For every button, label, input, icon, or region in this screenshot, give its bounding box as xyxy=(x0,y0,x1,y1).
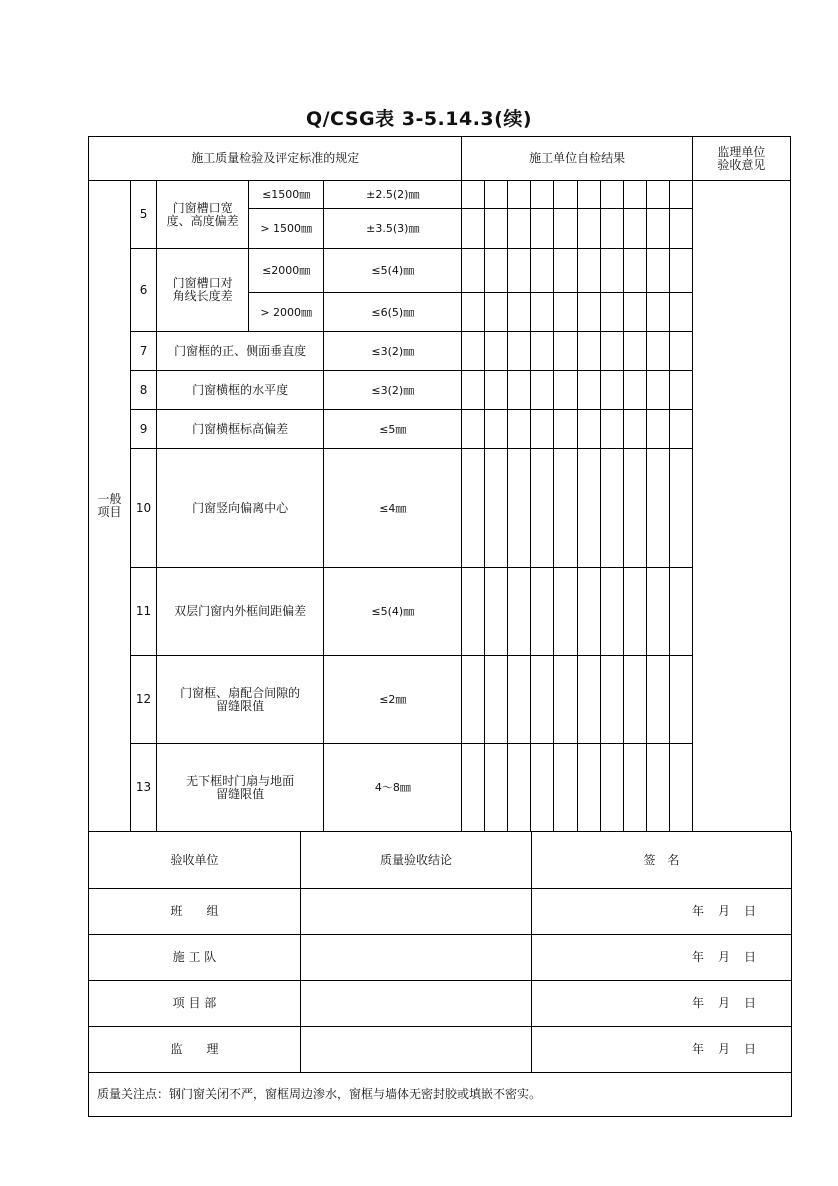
self-check-cell[interactable] xyxy=(623,371,646,410)
self-check-cell[interactable] xyxy=(485,449,508,568)
self-check-cell[interactable] xyxy=(669,410,692,449)
self-check-cell[interactable] xyxy=(600,568,623,656)
self-check-cell[interactable] xyxy=(554,293,577,332)
self-check-cell[interactable] xyxy=(669,181,692,209)
self-check-cell[interactable] xyxy=(600,744,623,832)
self-check-cell[interactable] xyxy=(600,209,623,249)
date-day-label: 日 xyxy=(743,904,756,918)
self-check-cell[interactable] xyxy=(669,293,692,332)
self-check-cell[interactable] xyxy=(554,249,577,293)
date-year-label: 年 xyxy=(691,950,704,964)
self-check-cell[interactable] xyxy=(531,568,554,656)
acceptance-unit: 施 工 队 xyxy=(89,935,301,981)
item-number: 8 xyxy=(131,371,157,410)
item-number: 11 xyxy=(131,568,157,656)
self-check-cell[interactable] xyxy=(669,332,692,371)
self-check-cell[interactable] xyxy=(531,332,554,371)
table-row xyxy=(89,656,791,744)
item-name xyxy=(157,449,324,568)
self-check-cell[interactable] xyxy=(669,371,692,410)
self-check-cell[interactable] xyxy=(485,568,508,656)
date-month-label: 月 xyxy=(717,950,730,964)
acceptance-conclusion-cell[interactable] xyxy=(301,935,532,981)
item-condition: ≤1500㎜ xyxy=(249,181,324,209)
self-check-cell[interactable] xyxy=(623,744,646,832)
category-label-line1: 一般 xyxy=(97,492,122,506)
supervisor-opinion-cell[interactable] xyxy=(692,181,790,832)
self-check-cell[interactable] xyxy=(462,744,485,832)
document-title: Q/CSG表 3-5.14.3(续) xyxy=(305,108,533,130)
self-check-cell[interactable] xyxy=(508,209,531,249)
self-check-cell[interactable] xyxy=(577,181,600,209)
self-check-cell[interactable] xyxy=(646,568,669,656)
self-check-cell[interactable] xyxy=(600,249,623,293)
table-row xyxy=(89,568,791,656)
item-condition: > 1500㎜ xyxy=(249,209,324,249)
acceptance-sign-header: 签 名 xyxy=(532,832,792,889)
item-standard-value: ≤5(4)㎜ xyxy=(324,568,462,656)
self-check-cell[interactable] xyxy=(646,449,669,568)
self-check-cell[interactable] xyxy=(600,181,623,209)
date-day-label: 日 xyxy=(743,996,756,1010)
item-name-line1: 门窗横框标高偏差 xyxy=(192,421,289,436)
self-check-cell[interactable] xyxy=(669,209,692,249)
self-check-cell[interactable] xyxy=(554,181,577,209)
quality-focus-note: 质量关注点：钢门窗关闭不严，窗框周边渗水，窗框与墙体无密封胶或填嵌不密实。 xyxy=(89,1073,792,1117)
item-standard-value: ≤5(4)㎜ xyxy=(324,249,462,293)
item-number: 7 xyxy=(131,332,157,371)
self-check-cell[interactable] xyxy=(508,371,531,410)
self-check-cell[interactable] xyxy=(623,410,646,449)
item-standard-value: ±3.5(3)㎜ xyxy=(324,209,462,249)
self-check-cell[interactable] xyxy=(646,249,669,293)
self-check-cell[interactable] xyxy=(669,568,692,656)
self-check-cell[interactable] xyxy=(623,449,646,568)
self-check-cell[interactable] xyxy=(646,410,669,449)
self-check-cell[interactable] xyxy=(462,371,485,410)
self-check-cell[interactable] xyxy=(531,744,554,832)
date-year-label: 年 xyxy=(691,1042,704,1056)
self-check-cell[interactable] xyxy=(646,656,669,744)
self-check-cell[interactable] xyxy=(485,744,508,832)
self-check-cell[interactable] xyxy=(485,209,508,249)
self-check-cell[interactable] xyxy=(600,332,623,371)
item-name xyxy=(157,332,324,371)
item-name xyxy=(157,410,324,449)
self-check-cell[interactable] xyxy=(462,410,485,449)
item-name-line1: 门窗框的正、侧面垂直度 xyxy=(174,343,307,358)
header-standard: 施工质量检验及评定标准的规定 xyxy=(89,137,462,181)
self-check-cell[interactable] xyxy=(554,410,577,449)
self-check-cell[interactable] xyxy=(623,209,646,249)
table-row xyxy=(89,744,791,832)
self-check-cell[interactable] xyxy=(508,293,531,332)
self-check-cell[interactable] xyxy=(623,293,646,332)
self-check-cell[interactable] xyxy=(462,332,485,371)
self-check-cell[interactable] xyxy=(508,656,531,744)
item-number: 12 xyxy=(131,656,157,744)
item-name-line2: 角线长度差 xyxy=(172,289,233,303)
item-standard-value: ≤2㎜ xyxy=(324,656,462,744)
item-name-line1: 门窗横框的水平度 xyxy=(192,382,289,397)
self-check-cell[interactable] xyxy=(646,744,669,832)
table-row xyxy=(89,449,791,568)
item-name xyxy=(157,249,249,332)
self-check-cell[interactable] xyxy=(646,181,669,209)
self-check-cell[interactable] xyxy=(485,656,508,744)
self-check-cell[interactable] xyxy=(508,449,531,568)
date-day-label: 日 xyxy=(743,950,756,964)
item-name-line2: 度、高度偏差 xyxy=(166,213,239,228)
signature-date-cell[interactable] xyxy=(532,1027,792,1073)
self-check-cell[interactable] xyxy=(485,249,508,293)
item-number: 13 xyxy=(131,744,157,832)
header-self-check: 施工单位自检结果 xyxy=(462,137,692,181)
item-name-line1: 无下框时门扇与地面 xyxy=(186,773,295,788)
header-row xyxy=(89,137,791,181)
item-name-line2: 留缝限值 xyxy=(216,786,265,801)
self-check-cell[interactable] xyxy=(462,568,485,656)
self-check-cell[interactable] xyxy=(646,209,669,249)
self-check-cell[interactable] xyxy=(485,410,508,449)
self-check-cell[interactable] xyxy=(577,744,600,832)
acceptance-unit: 班 组 xyxy=(89,889,301,935)
self-check-cell[interactable] xyxy=(485,332,508,371)
acceptance-unit-header: 验收单位 xyxy=(89,832,301,889)
self-check-cell[interactable] xyxy=(508,410,531,449)
self-check-cell[interactable] xyxy=(600,449,623,568)
signature-date-cell[interactable] xyxy=(532,935,792,981)
acceptance-row xyxy=(89,1027,792,1073)
self-check-cell[interactable] xyxy=(577,656,600,744)
item-name-line1: 门窗槽口对 xyxy=(172,276,233,290)
self-check-cell[interactable] xyxy=(508,249,531,293)
acceptance-header-row xyxy=(89,832,792,889)
item-number: 9 xyxy=(131,410,157,449)
category-label xyxy=(89,181,131,832)
self-check-cell[interactable] xyxy=(462,209,485,249)
self-check-cell[interactable] xyxy=(623,656,646,744)
table-row xyxy=(89,181,791,209)
self-check-cell[interactable] xyxy=(600,293,623,332)
item-condition: > 2000㎜ xyxy=(249,293,324,332)
item-standard-value: ≤3(2)㎜ xyxy=(324,332,462,371)
self-check-cell[interactable] xyxy=(531,181,554,209)
acceptance-row xyxy=(89,889,792,935)
self-check-cell[interactable] xyxy=(462,249,485,293)
signature-date-cell[interactable] xyxy=(532,981,792,1027)
self-check-cell[interactable] xyxy=(646,371,669,410)
self-check-cell[interactable] xyxy=(485,181,508,209)
self-check-cell[interactable] xyxy=(554,744,577,832)
item-number: 5 xyxy=(131,181,157,249)
self-check-cell[interactable] xyxy=(508,181,531,209)
acceptance-row xyxy=(89,981,792,1027)
self-check-cell[interactable] xyxy=(646,293,669,332)
self-check-cell[interactable] xyxy=(554,332,577,371)
self-check-cell[interactable] xyxy=(577,568,600,656)
item-standard-value: ≤3(2)㎜ xyxy=(324,371,462,410)
header-supervisor-line1: 监理单位 xyxy=(717,144,766,159)
self-check-cell[interactable] xyxy=(531,371,554,410)
item-name xyxy=(157,656,324,744)
table-row xyxy=(89,332,791,371)
item-name-line1: 门窗框、扇配合间隙的 xyxy=(180,685,301,700)
acceptance-conclusion-cell[interactable] xyxy=(301,889,532,935)
self-check-cell[interactable] xyxy=(669,449,692,568)
acceptance-sign-table xyxy=(88,831,792,1117)
date-year-label: 年 xyxy=(691,996,704,1010)
self-check-cell[interactable] xyxy=(462,181,485,209)
self-check-cell[interactable] xyxy=(531,410,554,449)
category-label-line2: 项目 xyxy=(97,505,122,519)
item-number: 6 xyxy=(131,249,157,332)
self-check-cell[interactable] xyxy=(600,371,623,410)
self-check-cell[interactable] xyxy=(531,293,554,332)
item-name-line2: 留缝限值 xyxy=(216,698,265,713)
self-check-cell[interactable] xyxy=(600,656,623,744)
self-check-cell[interactable] xyxy=(577,371,600,410)
self-check-cell[interactable] xyxy=(508,744,531,832)
acceptance-conclusion-cell[interactable] xyxy=(301,981,532,1027)
self-check-cell[interactable] xyxy=(577,209,600,249)
date-day-label: 日 xyxy=(743,1042,756,1056)
signature-date-cell[interactable] xyxy=(532,889,792,935)
item-standard-value: ≤6(5)㎜ xyxy=(324,293,462,332)
self-check-cell[interactable] xyxy=(531,449,554,568)
self-check-cell[interactable] xyxy=(554,371,577,410)
header-supervisor-opinion xyxy=(692,137,790,181)
self-check-cell[interactable] xyxy=(531,209,554,249)
quality-inspection-table xyxy=(88,136,791,832)
self-check-cell[interactable] xyxy=(669,744,692,832)
self-check-cell[interactable] xyxy=(623,249,646,293)
self-check-cell[interactable] xyxy=(600,410,623,449)
item-name-line1: 门窗槽口宽 xyxy=(172,200,233,215)
self-check-cell[interactable] xyxy=(623,332,646,371)
item-standard-value: 4～8㎜ xyxy=(324,744,462,832)
item-number: 10 xyxy=(131,449,157,568)
table-row xyxy=(89,371,791,410)
self-check-cell[interactable] xyxy=(485,293,508,332)
self-check-cell[interactable] xyxy=(462,293,485,332)
item-name-line1: 双层门窗内外框间距偏差 xyxy=(174,604,307,618)
self-check-cell[interactable] xyxy=(531,249,554,293)
self-check-cell[interactable] xyxy=(462,656,485,744)
self-check-cell[interactable] xyxy=(554,568,577,656)
acceptance-unit: 项 目 部 xyxy=(89,981,301,1027)
self-check-cell[interactable] xyxy=(554,209,577,249)
acceptance-conclusion-cell[interactable] xyxy=(301,1027,532,1073)
self-check-cell[interactable] xyxy=(531,656,554,744)
self-check-cell[interactable] xyxy=(623,568,646,656)
acceptance-row xyxy=(89,935,792,981)
item-condition: ≤2000㎜ xyxy=(249,249,324,293)
date-month-label: 月 xyxy=(717,904,730,918)
self-check-cell[interactable] xyxy=(577,410,600,449)
self-check-cell[interactable] xyxy=(508,568,531,656)
item-name xyxy=(157,181,249,249)
self-check-cell[interactable] xyxy=(623,181,646,209)
acceptance-unit: 监 理 xyxy=(89,1027,301,1073)
self-check-cell[interactable] xyxy=(462,449,485,568)
note-row xyxy=(89,1073,792,1117)
self-check-cell[interactable] xyxy=(554,656,577,744)
self-check-cell[interactable] xyxy=(554,449,577,568)
self-check-cell[interactable] xyxy=(508,332,531,371)
date-month-label: 月 xyxy=(717,1042,730,1056)
acceptance-conclusion-header: 质量验收结论 xyxy=(301,832,532,889)
item-name xyxy=(157,568,324,656)
item-name xyxy=(157,744,324,832)
item-standard-value: ≤4㎜ xyxy=(324,449,462,568)
self-check-cell[interactable] xyxy=(577,293,600,332)
table-row xyxy=(89,249,791,293)
self-check-cell[interactable] xyxy=(669,249,692,293)
item-standard-value: ≤5㎜ xyxy=(324,410,462,449)
date-month-label: 月 xyxy=(717,996,730,1010)
header-supervisor-line2: 验收意见 xyxy=(717,157,766,172)
table-row xyxy=(89,410,791,449)
date-year-label: 年 xyxy=(691,904,704,918)
item-name-line1: 门窗竖向偏离中心 xyxy=(192,500,289,515)
self-check-cell[interactable] xyxy=(577,249,600,293)
self-check-cell[interactable] xyxy=(669,656,692,744)
item-standard-value: ±2.5(2)㎜ xyxy=(324,181,462,209)
self-check-cell[interactable] xyxy=(646,332,669,371)
self-check-cell[interactable] xyxy=(485,371,508,410)
self-check-cell[interactable] xyxy=(577,332,600,371)
self-check-cell[interactable] xyxy=(577,449,600,568)
item-name xyxy=(157,371,324,410)
